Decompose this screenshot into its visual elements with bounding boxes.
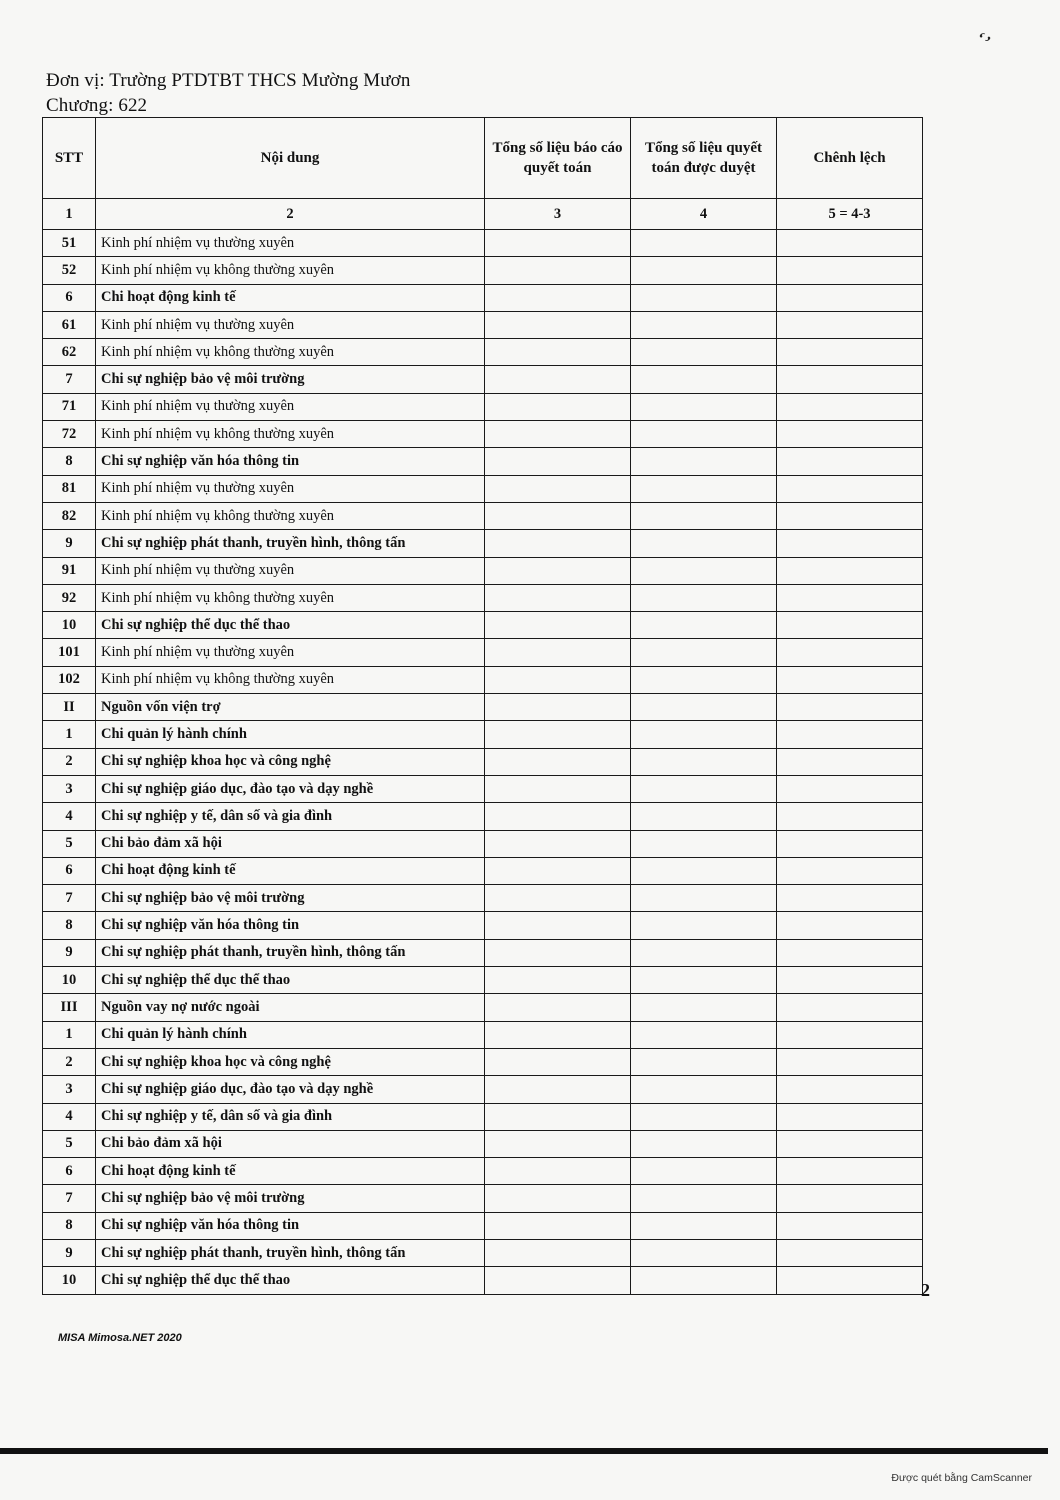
row-stt: 1 — [43, 1021, 96, 1048]
row-stt: 9 — [43, 939, 96, 966]
approved-value — [631, 284, 777, 311]
approved-value — [631, 775, 777, 802]
reported-value — [485, 448, 631, 475]
reported-value — [485, 557, 631, 584]
row-content: Chi sự nghiệp văn hóa thông tin — [96, 448, 485, 475]
settlement-table — [42, 117, 923, 1295]
row-stt: 92 — [43, 584, 96, 611]
row-content: Chi quản lý hành chính — [96, 1021, 485, 1048]
reported-value — [485, 885, 631, 912]
reported-value — [485, 912, 631, 939]
approved-value — [631, 639, 777, 666]
reported-value — [485, 803, 631, 830]
table-row — [43, 1158, 923, 1185]
approved-value — [631, 1267, 777, 1294]
reported-value — [485, 666, 631, 693]
row-stt: 2 — [43, 748, 96, 775]
difference-value — [777, 912, 923, 939]
approved-value — [631, 1103, 777, 1130]
reported-value — [485, 1076, 631, 1103]
column-header-difference: Chênh lệch — [777, 118, 923, 199]
scan-edge — [0, 1448, 1048, 1454]
difference-value — [777, 885, 923, 912]
index-cell: 3 — [485, 199, 631, 230]
table-row — [43, 1130, 923, 1157]
approved-value — [631, 230, 777, 257]
row-content: Chi sự nghiệp bảo vệ môi trường — [96, 1185, 485, 1212]
row-content: Chi sự nghiệp y tế, dân số và gia đình — [96, 803, 485, 830]
reported-value — [485, 339, 631, 366]
row-content: Kinh phí nhiệm vụ không thường xuyên — [96, 502, 485, 529]
row-content: Chi sự nghiệp bảo vệ môi trường — [96, 366, 485, 393]
table-row — [43, 1185, 923, 1212]
reported-value — [485, 421, 631, 448]
approved-value — [631, 748, 777, 775]
row-stt: 5 — [43, 830, 96, 857]
row-content: Kinh phí nhiệm vụ không thường xuyên — [96, 421, 485, 448]
difference-value — [777, 339, 923, 366]
approved-value — [631, 1239, 777, 1266]
row-content: Kinh phí nhiệm vụ thường xuyên — [96, 557, 485, 584]
approved-value — [631, 1021, 777, 1048]
reported-value — [485, 530, 631, 557]
reported-value — [485, 1048, 631, 1075]
table-row — [43, 530, 923, 557]
approved-value — [631, 666, 777, 693]
row-content: Kinh phí nhiệm vụ không thường xuyên — [96, 339, 485, 366]
table-row — [43, 421, 923, 448]
difference-value — [777, 1048, 923, 1075]
row-content: Chi sự nghiệp văn hóa thông tin — [96, 912, 485, 939]
reported-value — [485, 257, 631, 284]
approved-value — [631, 721, 777, 748]
row-content: Kinh phí nhiệm vụ thường xuyên — [96, 393, 485, 420]
approved-value — [631, 803, 777, 830]
reported-value — [485, 502, 631, 529]
difference-value — [777, 1267, 923, 1294]
table-row — [43, 885, 923, 912]
reported-value — [485, 694, 631, 721]
reported-value — [485, 475, 631, 502]
table-row — [43, 448, 923, 475]
table-header-row — [43, 118, 923, 199]
approved-value — [631, 885, 777, 912]
approved-value — [631, 939, 777, 966]
table-row — [43, 857, 923, 884]
row-content: Chi sự nghiệp giáo dục, đào tạo và dạy nghề — [96, 775, 485, 802]
scan-mark: ‘’ — [969, 26, 996, 56]
table-row — [43, 339, 923, 366]
approved-value — [631, 612, 777, 639]
row-stt: 10 — [43, 1267, 96, 1294]
approved-value — [631, 339, 777, 366]
row-content: Kinh phí nhiệm vụ không thường xuyên — [96, 666, 485, 693]
row-stt: 61 — [43, 311, 96, 338]
approved-value — [631, 1158, 777, 1185]
row-stt: 9 — [43, 1239, 96, 1266]
approved-value — [631, 421, 777, 448]
difference-value — [777, 530, 923, 557]
difference-value — [777, 1130, 923, 1157]
row-content: Chi sự nghiệp thể dục thể thao — [96, 967, 485, 994]
difference-value — [777, 502, 923, 529]
difference-value — [777, 939, 923, 966]
row-content: Chi sự nghiệp phát thanh, truyền hình, thông tấn — [96, 1239, 485, 1266]
approved-value — [631, 530, 777, 557]
row-content: Chi sự nghiệp thể dục thể thao — [96, 612, 485, 639]
approved-value — [631, 912, 777, 939]
difference-value — [777, 1076, 923, 1103]
table-row — [43, 1021, 923, 1048]
table-row — [43, 912, 923, 939]
approved-value — [631, 366, 777, 393]
table-row — [43, 694, 923, 721]
row-stt: 7 — [43, 1185, 96, 1212]
reported-value — [485, 939, 631, 966]
approved-value — [631, 448, 777, 475]
row-stt: 4 — [43, 1103, 96, 1130]
row-stt: 101 — [43, 639, 96, 666]
reported-value — [485, 584, 631, 611]
table-row — [43, 612, 923, 639]
reported-value — [485, 230, 631, 257]
table-row — [43, 1239, 923, 1266]
difference-value — [777, 803, 923, 830]
difference-value — [777, 1185, 923, 1212]
table-row — [43, 666, 923, 693]
difference-value — [777, 857, 923, 884]
row-stt: 10 — [43, 967, 96, 994]
table-row — [43, 393, 923, 420]
approved-value — [631, 1212, 777, 1239]
chapter-code: Chương: 622 — [46, 95, 148, 116]
reported-value — [485, 1021, 631, 1048]
row-content: Kinh phí nhiệm vụ thường xuyên — [96, 639, 485, 666]
difference-value — [777, 694, 923, 721]
row-stt: 10 — [43, 612, 96, 639]
row-content: Chi hoạt động kinh tế — [96, 857, 485, 884]
row-content: Chi quản lý hành chính — [96, 721, 485, 748]
software-label: MISA Mimosa.NET 2020 — [58, 1332, 182, 1344]
row-stt: 7 — [43, 366, 96, 393]
reported-value — [485, 1185, 631, 1212]
index-cell: 4 — [631, 199, 777, 230]
approved-value — [631, 1076, 777, 1103]
difference-value — [777, 230, 923, 257]
difference-value — [777, 393, 923, 420]
row-stt: 51 — [43, 230, 96, 257]
row-content: Chi hoạt động kinh tế — [96, 284, 485, 311]
row-content: Chi sự nghiệp bảo vệ môi trường — [96, 885, 485, 912]
difference-value — [777, 1239, 923, 1266]
row-content: Kinh phí nhiệm vụ không thường xuyên — [96, 257, 485, 284]
reported-value — [485, 721, 631, 748]
row-stt: 71 — [43, 393, 96, 420]
reported-value — [485, 366, 631, 393]
table-row — [43, 775, 923, 802]
row-content: Kinh phí nhiệm vụ thường xuyên — [96, 311, 485, 338]
index-cell: 5 = 4-3 — [777, 199, 923, 230]
approved-value — [631, 967, 777, 994]
index-cell: 1 — [43, 199, 96, 230]
column-index-row — [43, 199, 923, 230]
difference-value — [777, 639, 923, 666]
row-stt: 62 — [43, 339, 96, 366]
reported-value — [485, 1239, 631, 1266]
column-header-approved: Tổng số liệu quyết toán được duyệt — [631, 118, 777, 199]
difference-value — [777, 311, 923, 338]
table-row — [43, 721, 923, 748]
reported-value — [485, 775, 631, 802]
table-row — [43, 830, 923, 857]
row-content: Chi sự nghiệp phát thanh, truyền hình, thông tấn — [96, 530, 485, 557]
approved-value — [631, 857, 777, 884]
row-stt: 9 — [43, 530, 96, 557]
row-stt: 8 — [43, 448, 96, 475]
row-stt: 1 — [43, 721, 96, 748]
table-row — [43, 257, 923, 284]
row-content: Nguồn vốn viện trợ — [96, 694, 485, 721]
difference-value — [777, 257, 923, 284]
approved-value — [631, 393, 777, 420]
row-stt: 3 — [43, 775, 96, 802]
difference-value — [777, 994, 923, 1021]
row-content: Chi bảo đảm xã hội — [96, 1130, 485, 1157]
table-row — [43, 748, 923, 775]
table-row — [43, 475, 923, 502]
reported-value — [485, 393, 631, 420]
table-row — [43, 284, 923, 311]
approved-value — [631, 994, 777, 1021]
row-content: Nguồn vay nợ nước ngoài — [96, 994, 485, 1021]
row-stt: 8 — [43, 1212, 96, 1239]
reported-value — [485, 830, 631, 857]
difference-value — [777, 557, 923, 584]
page-number: 2 — [921, 1280, 930, 1300]
column-header-reported: Tổng số liệu báo cáo quyết toán — [485, 118, 631, 199]
row-content: Chi sự nghiệp y tế, dân số và gia đình — [96, 1103, 485, 1130]
row-stt: 7 — [43, 885, 96, 912]
row-stt: 8 — [43, 912, 96, 939]
table-row — [43, 557, 923, 584]
row-content: Chi bảo đảm xã hội — [96, 830, 485, 857]
reported-value — [485, 612, 631, 639]
reported-value — [485, 994, 631, 1021]
difference-value — [777, 1021, 923, 1048]
table-row — [43, 1048, 923, 1075]
row-stt: 91 — [43, 557, 96, 584]
reported-value — [485, 1130, 631, 1157]
row-stt: 4 — [43, 803, 96, 830]
column-header-content: Nội dung — [96, 118, 485, 199]
reported-value — [485, 311, 631, 338]
row-content: Kinh phí nhiệm vụ thường xuyên — [96, 475, 485, 502]
approved-value — [631, 311, 777, 338]
difference-value — [777, 721, 923, 748]
approved-value — [631, 694, 777, 721]
row-stt: 72 — [43, 421, 96, 448]
row-content: Chi sự nghiệp giáo dục, đào tạo và dạy nghề — [96, 1076, 485, 1103]
table-row — [43, 366, 923, 393]
scanner-note: Được quét bằng CamScanner — [891, 1472, 1032, 1484]
row-content: Chi sự nghiệp phát thanh, truyền hình, thông tấn — [96, 939, 485, 966]
table-row — [43, 1212, 923, 1239]
difference-value — [777, 366, 923, 393]
difference-value — [777, 448, 923, 475]
table-row — [43, 939, 923, 966]
row-content: Kinh phí nhiệm vụ thường xuyên — [96, 230, 485, 257]
table-row — [43, 1076, 923, 1103]
reported-value — [485, 284, 631, 311]
reported-value — [485, 1103, 631, 1130]
row-content: Chi sự nghiệp khoa học và công nghệ — [96, 748, 485, 775]
difference-value — [777, 967, 923, 994]
difference-value — [777, 284, 923, 311]
reported-value — [485, 857, 631, 884]
approved-value — [631, 257, 777, 284]
approved-value — [631, 475, 777, 502]
reported-value — [485, 1158, 631, 1185]
row-stt: 52 — [43, 257, 96, 284]
difference-value — [777, 775, 923, 802]
row-stt: III — [43, 994, 96, 1021]
reported-value — [485, 967, 631, 994]
unit-name: Đơn vị: Trường PTDTBT THCS Mường Mươn — [46, 70, 411, 91]
row-stt: 102 — [43, 666, 96, 693]
row-stt: 81 — [43, 475, 96, 502]
difference-value — [777, 584, 923, 611]
table-row — [43, 1267, 923, 1294]
reported-value — [485, 1212, 631, 1239]
row-content: Chi sự nghiệp khoa học và công nghệ — [96, 1048, 485, 1075]
difference-value — [777, 748, 923, 775]
table-row — [43, 502, 923, 529]
row-stt: 5 — [43, 1130, 96, 1157]
difference-value — [777, 1158, 923, 1185]
approved-value — [631, 502, 777, 529]
table-row — [43, 803, 923, 830]
reported-value — [485, 748, 631, 775]
row-content: Chi sự nghiệp thể dục thể thao — [96, 1267, 485, 1294]
approved-value — [631, 584, 777, 611]
reported-value — [485, 1267, 631, 1294]
table-row — [43, 311, 923, 338]
table-row — [43, 639, 923, 666]
row-stt: 6 — [43, 284, 96, 311]
row-stt: 82 — [43, 502, 96, 529]
approved-value — [631, 1048, 777, 1075]
difference-value — [777, 830, 923, 857]
row-content: Chi sự nghiệp văn hóa thông tin — [96, 1212, 485, 1239]
approved-value — [631, 1130, 777, 1157]
column-header-stt: STT — [43, 118, 96, 199]
row-stt: 3 — [43, 1076, 96, 1103]
row-stt: 6 — [43, 1158, 96, 1185]
difference-value — [777, 612, 923, 639]
reported-value — [485, 639, 631, 666]
difference-value — [777, 421, 923, 448]
table-row — [43, 584, 923, 611]
row-stt: II — [43, 694, 96, 721]
difference-value — [777, 666, 923, 693]
row-stt: 2 — [43, 1048, 96, 1075]
difference-value — [777, 475, 923, 502]
index-cell: 2 — [96, 199, 485, 230]
row-content: Chi hoạt động kinh tế — [96, 1158, 485, 1185]
approved-value — [631, 557, 777, 584]
approved-value — [631, 830, 777, 857]
approved-value — [631, 1185, 777, 1212]
table-row — [43, 1103, 923, 1130]
row-stt: 6 — [43, 857, 96, 884]
table-row — [43, 230, 923, 257]
table-row — [43, 994, 923, 1021]
table-row — [43, 967, 923, 994]
row-content: Kinh phí nhiệm vụ không thường xuyên — [96, 584, 485, 611]
difference-value — [777, 1103, 923, 1130]
difference-value — [777, 1212, 923, 1239]
